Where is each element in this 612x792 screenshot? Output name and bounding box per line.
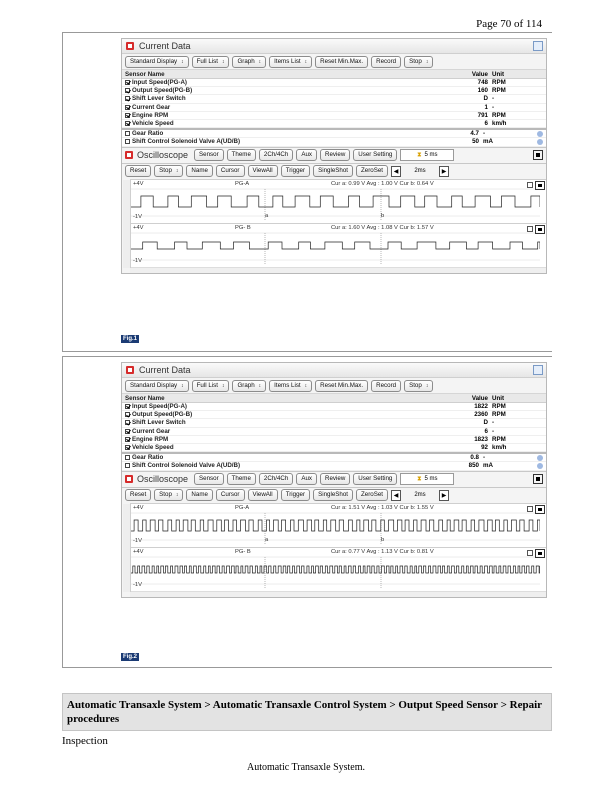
footer-title: Automatic Transaxle System. (246, 762, 366, 773)
trigger-button[interactable] (281, 165, 310, 177)
channel-name: PG- B (235, 224, 251, 231)
zeroset-button[interactable] (356, 489, 388, 501)
timebase-left-icon[interactable]: ◀ (391, 490, 401, 501)
sensor-data-table (122, 70, 546, 147)
dropdown-caret-icon: ↕ (221, 382, 225, 389)
current-data-window (121, 38, 547, 274)
theme-button[interactable]: Theme (227, 149, 256, 161)
sensor-unit: RPM (492, 435, 506, 443)
dropdown-caret-icon: ↕ (221, 58, 225, 65)
oscilloscope-title-text: Oscilloscope (137, 474, 189, 484)
waveform-trace (131, 566, 540, 573)
dropdown-caret-icon: ↕ (181, 382, 184, 389)
channel-side-bar (123, 224, 131, 268)
cursor-readout: Cur a: 1.60 V Avg : 1.08 V Cur b: 1.57 V (331, 224, 434, 231)
stop-button[interactable] (404, 56, 433, 68)
data-toolbar (122, 378, 546, 394)
cursor-a-marker[interactable]: a (265, 536, 269, 543)
sensor-name-cell (122, 403, 452, 410)
channel-checkbox[interactable] (527, 182, 533, 188)
button-label: Reset (130, 167, 147, 174)
table-row[interactable] (122, 120, 546, 128)
table-row[interactable] (122, 79, 546, 87)
button-label: SingleShot (318, 167, 348, 174)
row-checkbox[interactable] (125, 113, 130, 118)
channel-checkbox[interactable] (527, 226, 533, 232)
cursor-button[interactable] (216, 489, 245, 501)
sensor-unit: - (492, 103, 495, 111)
button-label: Standard Display (130, 381, 178, 389)
column-header-value: Value (471, 70, 488, 78)
page-number: Page 70 of 114 (476, 18, 542, 30)
button-label: Stop (409, 381, 422, 389)
row-checkbox[interactable] (125, 88, 130, 93)
voltage-max-label: +4V (133, 548, 144, 555)
channel-name: PG-A (235, 504, 250, 511)
2ch-4ch-button[interactable]: 2Ch/4Ch (259, 473, 293, 485)
figure-label: Fig.1 (123, 336, 138, 342)
channel-stop-icon[interactable] (535, 549, 545, 558)
sample-time-field[interactable] (400, 473, 454, 485)
sensor-name-cell (122, 130, 443, 137)
column-header-name: Sensor Name (125, 394, 165, 402)
sensor-value: 6 (484, 120, 488, 128)
table-row[interactable] (122, 419, 546, 427)
channel-side-bar (123, 548, 131, 592)
channel-checkbox[interactable] (527, 550, 533, 556)
button-label: Items List (274, 381, 301, 389)
sensor-name: Output Speed(PG-B) (132, 87, 193, 95)
cursor-readout: Cur a: 0.99 V Avg : 1.00 V Cur b: 0.64 V (331, 180, 434, 187)
sensor-unit: - (483, 130, 486, 138)
sensor-name: Current Gear (132, 427, 171, 435)
figure-1 (62, 32, 552, 352)
timebase-right-icon[interactable]: ▶ (439, 166, 449, 177)
sensor-name-cell (122, 138, 443, 145)
sensor-name: Shift Lever Switch (132, 95, 186, 103)
items-list-button[interactable] (269, 56, 312, 68)
channel-side-bar (123, 180, 131, 224)
trigger-button[interactable] (281, 489, 310, 501)
button-label: Stop (159, 491, 172, 498)
table-row[interactable] (122, 444, 546, 452)
button-label: Items List (274, 57, 301, 65)
table-row[interactable] (122, 95, 546, 103)
waveform-trace (131, 520, 540, 531)
button-label: Record (376, 381, 397, 389)
items-list-button[interactable] (269, 380, 312, 392)
row-checkbox[interactable] (125, 412, 130, 417)
button-label: ZeroSet (361, 491, 384, 498)
table-row[interactable] (122, 112, 546, 120)
sensor-unit: RPM (492, 111, 506, 119)
window-title-bar (122, 39, 546, 54)
cursor-a-marker[interactable]: a (265, 212, 269, 219)
maximize-icon[interactable] (533, 365, 543, 375)
graph-button[interactable] (232, 56, 266, 68)
scroll-arrow-icon[interactable] (537, 455, 543, 461)
channel-stop-icon[interactable] (535, 225, 545, 234)
table-row[interactable] (122, 104, 546, 112)
sensor-name: Engine RPM (132, 111, 169, 119)
sensor-value: 4.7 (470, 130, 479, 138)
zeroset-button[interactable] (356, 165, 388, 177)
record-button[interactable] (371, 56, 401, 68)
theme-button[interactable]: Theme (227, 473, 256, 485)
row-checkbox[interactable] (125, 437, 130, 442)
row-checkbox[interactable] (125, 429, 130, 434)
table-row[interactable] (122, 428, 546, 436)
sensor-unit: - (483, 454, 486, 462)
name-button[interactable] (186, 489, 213, 501)
sample-time-value: 5 ms (424, 152, 438, 158)
breadcrumb: Automatic Transaxle System > Automatic Transaxle Control System > Output Speed Sensor > Repair procedures (62, 693, 552, 731)
cursor-readout: Cur a: 1.51 V Avg : 1.03 V Cur b: 1.55 V (331, 504, 434, 511)
button-label: Stop (159, 167, 172, 174)
waveform-trace (131, 196, 540, 207)
standard-display-button[interactable] (125, 56, 189, 68)
table-row[interactable] (122, 411, 546, 419)
timebase-value: 2ms (414, 168, 426, 174)
dropdown-caret-icon: ↕ (258, 58, 262, 65)
review-button[interactable]: Review (320, 149, 350, 161)
name-button[interactable] (186, 165, 213, 177)
maximize-icon[interactable] (533, 41, 543, 51)
scope-channel-1[interactable] (130, 179, 546, 223)
sensor-unit: - (492, 419, 495, 427)
column-header-unit: Unit (492, 70, 505, 78)
sensor-name: Gear Ratio (132, 454, 164, 462)
voltage-max-label: +4V (133, 224, 144, 231)
sensor-unit: - (492, 427, 495, 435)
extra-rows (122, 128, 546, 146)
oscilloscope-toolbar (122, 471, 546, 487)
button-label: Full List (196, 57, 218, 65)
window-title: Current Data (139, 365, 191, 375)
figure-label: Fig.2 (123, 654, 138, 660)
sensor-value: 791 (477, 111, 488, 119)
sensor-unit: mA (483, 462, 493, 470)
sensor-unit: RPM (492, 87, 506, 95)
sensor-name-cell (122, 79, 452, 86)
button-label: SingleShot (318, 491, 348, 498)
button-label: Graph (237, 57, 255, 65)
scope-channel-2[interactable] (130, 223, 546, 267)
row-checkbox[interactable] (125, 121, 130, 126)
sensor-name-cell (122, 104, 452, 111)
sensor-value: 92 (481, 444, 488, 452)
row-checkbox[interactable] (125, 404, 130, 409)
waveform-trace (131, 242, 540, 249)
row-checkbox[interactable] (125, 139, 130, 144)
figure-2 (62, 356, 552, 668)
button-label: Reset (130, 491, 147, 498)
app-icon (126, 366, 134, 374)
oscilloscope-title (125, 474, 188, 484)
timebase-right-icon[interactable]: ▶ (439, 490, 449, 501)
button-label: Record (376, 57, 397, 65)
sensor-name-cell (122, 87, 452, 94)
dropdown-caret-icon: ↕ (175, 492, 179, 498)
oscilloscope-title (125, 150, 188, 160)
button-label: Name (191, 167, 208, 174)
sensor-name-cell (122, 444, 452, 451)
sensor-value: 850 (468, 462, 479, 470)
column-header-unit: Unit (492, 394, 505, 402)
reset-button[interactable] (125, 165, 151, 177)
button-label: Reset Min.Max. (320, 57, 364, 65)
hourglass-icon: ⧗ (417, 475, 422, 482)
cursor-b-marker[interactable]: b (381, 212, 385, 219)
window-title-bar (122, 363, 546, 378)
sensor-name: Output Speed(PG-B) (132, 411, 193, 419)
extra-rows (122, 452, 546, 470)
aux-button[interactable]: Aux (296, 149, 317, 161)
sample-time-value: 5 ms (424, 476, 438, 482)
voltage-max-label: +4V (133, 180, 144, 187)
oscilloscope-toolbar (122, 147, 546, 163)
sample-time-field[interactable] (400, 149, 454, 161)
channel-checkbox[interactable] (527, 506, 533, 512)
table-row[interactable] (122, 403, 546, 411)
scope-channel-1[interactable] (130, 503, 546, 547)
row-checkbox[interactable] (125, 420, 130, 425)
sensor-button[interactable]: Sensor (194, 149, 224, 161)
channel-stop-icon[interactable] (535, 505, 545, 514)
table-header (122, 394, 546, 403)
reset-button[interactable] (125, 489, 151, 501)
stop-button[interactable] (404, 380, 433, 392)
sensor-unit: RPM (492, 403, 506, 411)
reset-min-max-button[interactable] (315, 56, 368, 68)
channel-name: PG-A (235, 180, 250, 187)
voltage-min-label: -1V (133, 213, 143, 220)
full-list-button[interactable] (192, 380, 230, 392)
user-setting-button[interactable]: User Setting (353, 473, 397, 485)
sensor-value: 0.8 (470, 454, 479, 462)
dropdown-caret-icon: ↕ (304, 382, 308, 389)
button-label: Standard Display (130, 57, 178, 65)
user-setting-button[interactable]: User Setting (353, 149, 397, 161)
sensor-name: Shift Control Solenoid Valve A(UD/B) (132, 462, 241, 470)
channel-side-bar (123, 504, 131, 548)
sensor-name: Gear Ratio (132, 130, 164, 138)
dropdown-caret-icon: ↕ (425, 382, 429, 389)
button-label: ViewAll (252, 491, 273, 498)
oscilloscope-icon (125, 475, 133, 483)
sensor-name-cell (122, 120, 452, 127)
section-heading: Inspection (62, 735, 108, 747)
sensor-value: D (483, 95, 488, 103)
full-list-button[interactable] (192, 56, 230, 68)
button-label: ZeroSet (361, 167, 384, 174)
sensor-name-cell (122, 419, 452, 426)
oscilloscope-icon (125, 151, 133, 159)
dropdown-caret-icon: ↕ (425, 58, 429, 65)
row-checkbox[interactable] (125, 80, 130, 85)
sensor-value: 1 (484, 103, 488, 111)
sensor-unit: mA (483, 138, 493, 146)
stop-icon[interactable] (533, 474, 543, 484)
voltage-max-label: +4V (133, 504, 144, 511)
button-label: Name (191, 491, 208, 498)
cursor-readout: Cur a: 0.77 V Avg : 1.13 V Cur b: 0.81 V (331, 548, 434, 555)
voltage-min-label: -1V (133, 257, 143, 264)
sensor-value: 1822 (474, 403, 488, 411)
row-checkbox[interactable] (125, 131, 130, 136)
button-label: Stop (409, 57, 422, 65)
dropdown-caret-icon: ↕ (304, 58, 308, 65)
row-checkbox[interactable] (125, 96, 130, 101)
table-header (122, 70, 546, 79)
row-checkbox[interactable] (125, 455, 130, 460)
sensor-button[interactable]: Sensor (194, 473, 224, 485)
sensor-name: Input Speed(PG-A) (132, 403, 187, 411)
table-row[interactable] (122, 138, 546, 146)
button-label: ViewAll (252, 167, 273, 174)
sensor-data-table (122, 394, 546, 471)
window-title: Current Data (139, 41, 191, 51)
table-row[interactable] (122, 130, 546, 138)
sensor-name-cell (122, 112, 452, 119)
table-row[interactable] (122, 87, 546, 95)
aux-button[interactable]: Aux (296, 473, 317, 485)
data-toolbar (122, 54, 546, 70)
timebase-left-icon[interactable]: ◀ (391, 166, 401, 177)
oscilloscope-controls (122, 487, 546, 503)
timebase-value: 2ms (414, 492, 426, 498)
voltage-min-label: -1V (133, 537, 143, 544)
sensor-value: 1823 (474, 435, 488, 443)
row-checkbox[interactable] (125, 105, 130, 110)
sensor-unit: RPM (492, 79, 506, 87)
button-label: Full List (196, 381, 218, 389)
dropdown-caret-icon: ↕ (181, 58, 184, 65)
graph-button[interactable] (232, 380, 266, 392)
channel-stop-icon[interactable] (535, 181, 545, 190)
app-icon (126, 42, 134, 50)
record-button[interactable] (371, 380, 401, 392)
button-label: Reset Min.Max. (320, 381, 364, 389)
stop-icon[interactable] (533, 150, 543, 160)
voltage-min-label: -1V (133, 581, 143, 588)
cursor-button[interactable] (216, 165, 245, 177)
sensor-value: 160 (477, 87, 488, 95)
sensor-name-cell (122, 454, 443, 461)
current-data-window (121, 362, 547, 598)
button-label: Cursor (220, 491, 240, 498)
channel-name: PG- B (235, 548, 251, 555)
row-checkbox[interactable] (125, 463, 130, 468)
dropdown-caret-icon: ↕ (175, 168, 179, 174)
sensor-unit: RPM (492, 411, 506, 419)
column-header-name: Sensor Name (125, 70, 165, 78)
button-label: Graph (237, 381, 255, 389)
review-button[interactable]: Review (320, 473, 350, 485)
dropdown-caret-icon: ↕ (258, 382, 262, 389)
stop-button[interactable] (154, 165, 183, 177)
table-row[interactable] (122, 454, 546, 462)
sensor-name: Vehicle Speed (132, 120, 174, 128)
button-label: Trigger (285, 491, 306, 498)
sensor-value: 2360 (474, 411, 488, 419)
sensor-name-cell (122, 95, 452, 102)
hourglass-icon: ⧗ (417, 151, 422, 158)
sensor-value: 6 (484, 427, 488, 435)
stop-button[interactable] (154, 489, 183, 501)
sensor-name-cell (122, 428, 452, 435)
table-row[interactable] (122, 436, 546, 444)
sensor-name: Engine RPM (132, 435, 169, 443)
column-header-value: Value (471, 394, 488, 402)
button-label: Trigger (285, 167, 306, 174)
2ch-4ch-button[interactable]: 2Ch/4Ch (259, 149, 293, 161)
sensor-value: 748 (477, 79, 488, 87)
scroll-arrow-icon[interactable] (537, 139, 543, 145)
singleshot-button[interactable] (313, 489, 353, 501)
row-checkbox[interactable] (125, 445, 130, 450)
viewall-button[interactable] (248, 489, 278, 501)
sensor-unit: km/h (492, 120, 507, 128)
scope-channel-2[interactable] (130, 547, 546, 591)
singleshot-button[interactable] (313, 165, 353, 177)
table-row[interactable] (122, 462, 546, 470)
sensor-name: Current Gear (132, 103, 171, 111)
sensor-name: Vehicle Speed (132, 444, 174, 452)
scroll-arrow-icon[interactable] (537, 463, 543, 469)
sensor-value: 50 (472, 138, 479, 146)
button-label: Cursor (220, 167, 240, 174)
sensor-name: Shift Lever Switch (132, 419, 186, 427)
reset-min-max-button[interactable] (315, 380, 368, 392)
oscilloscope-controls (122, 163, 546, 179)
sensor-name-cell (122, 462, 443, 469)
sensor-unit: - (492, 95, 495, 103)
sensor-name-cell (122, 436, 452, 443)
cursor-b-marker[interactable]: b (381, 536, 385, 543)
sensor-value: D (483, 419, 488, 427)
scroll-arrow-icon[interactable] (537, 131, 543, 137)
oscilloscope-title-text: Oscilloscope (137, 150, 189, 160)
sensor-name-cell (122, 411, 452, 418)
sensor-unit: km/h (492, 444, 507, 452)
sensor-name: Input Speed(PG-A) (132, 79, 187, 87)
sensor-name: Shift Control Solenoid Valve A(UD/B) (132, 138, 241, 146)
viewall-button[interactable] (248, 165, 278, 177)
standard-display-button[interactable] (125, 380, 189, 392)
